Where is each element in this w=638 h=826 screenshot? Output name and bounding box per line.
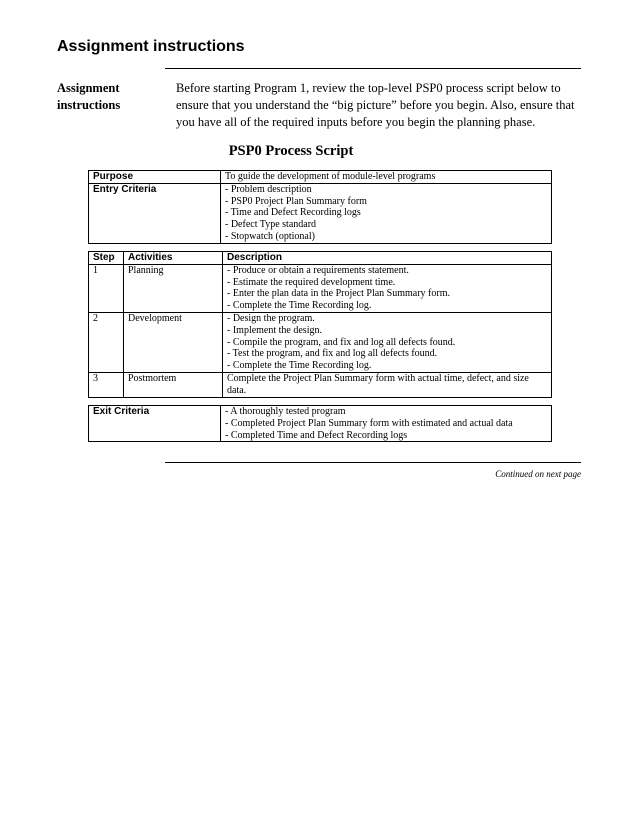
step-row-postmortem — [89, 372, 552, 397]
section-label-line-1: Assignment — [57, 81, 120, 95]
description-line: - Compile the program, and fix and log all defects found. — [227, 336, 456, 348]
continued-note: Continued on next page — [495, 469, 581, 479]
description-line: data. — [227, 384, 247, 396]
exit-criteria-item: - Completed Project Plan Summary form with estimated and actual data — [225, 417, 513, 429]
top-divider — [165, 68, 581, 69]
entry-criteria-item: - Defect Type standard — [225, 219, 317, 231]
script-title: PSP0 Process Script — [228, 143, 354, 159]
purpose-entry-table — [88, 170, 552, 244]
intro-line: Before starting Program 1, review the top-level PSP0 process script below to — [176, 81, 561, 95]
exit-criteria-item: - A thoroughly tested program — [225, 406, 346, 417]
step-description — [223, 312, 552, 372]
section-label-line-2: instructions — [57, 98, 121, 112]
exit-criteria-item: - Completed Time and Defect Recording logs — [225, 429, 408, 441]
bottom-divider — [165, 462, 581, 463]
step-description — [223, 264, 552, 312]
step-description — [223, 372, 552, 397]
entry-criteria-item: - PSP0 Project Plan Summary form — [225, 195, 367, 207]
description-line: - Produce or obtain a requirements statement. — [227, 264, 409, 276]
description-line: - Complete the Time Recording log. — [227, 300, 372, 312]
description-line: - Complete the Time Recording log. — [227, 360, 372, 372]
intro-line: you have all of the required inputs before you begin the planning phase. — [176, 115, 536, 129]
description-line: - Test the program, and fix and log all defects found. — [227, 348, 438, 360]
entry-criteria-label: Entry Criteria — [89, 183, 221, 243]
purpose-label: Purpose — [89, 171, 221, 184]
intro-paragraph — [176, 80, 580, 131]
intro-line: ensure that you understand the “big picture” before you begin. Also, ensure that — [176, 98, 575, 112]
description-line: - Estimate the required development time. — [227, 276, 396, 288]
description-line: - Design the program. — [227, 312, 315, 324]
step-number: 2 — [89, 312, 124, 372]
description-line: - Enter the plan data in the Project Plan Summary form. — [227, 288, 450, 300]
entry-criteria-item: - Time and Defect Recording logs — [225, 207, 361, 219]
section-label — [57, 80, 157, 114]
exit-criteria-table — [88, 405, 552, 442]
entry-criteria-list — [221, 183, 552, 243]
entry-criteria-item: - Problem description — [225, 183, 312, 195]
step-number: 3 — [89, 372, 124, 397]
purpose-text: To guide the development of module-level programs — [221, 171, 552, 184]
description-header: Description — [223, 252, 552, 265]
exit-criteria-row — [89, 406, 552, 442]
exit-criteria-label: Exit Criteria — [89, 406, 221, 442]
purpose-row — [89, 171, 552, 184]
step-row-planning — [89, 264, 552, 312]
entry-criteria-row — [89, 183, 552, 243]
steps-table — [88, 251, 552, 398]
description-line: Complete the Project Plan Summary form with actual time, defect, and size — [227, 372, 529, 384]
step-activity: Postmortem — [124, 372, 223, 397]
entry-criteria-item: - Stopwatch (optional) — [225, 230, 315, 242]
step-number: 1 — [89, 264, 124, 312]
step-row-development — [89, 312, 552, 372]
exit-criteria-list — [221, 406, 552, 442]
step-activity: Planning — [124, 264, 223, 312]
description-line: - Implement the design. — [227, 324, 322, 336]
steps-header-row — [89, 252, 552, 265]
activities-header: Activities — [124, 252, 223, 265]
step-header: Step — [89, 252, 124, 265]
page-heading: Assignment instructions — [57, 38, 245, 55]
step-activity: Development — [124, 312, 223, 372]
